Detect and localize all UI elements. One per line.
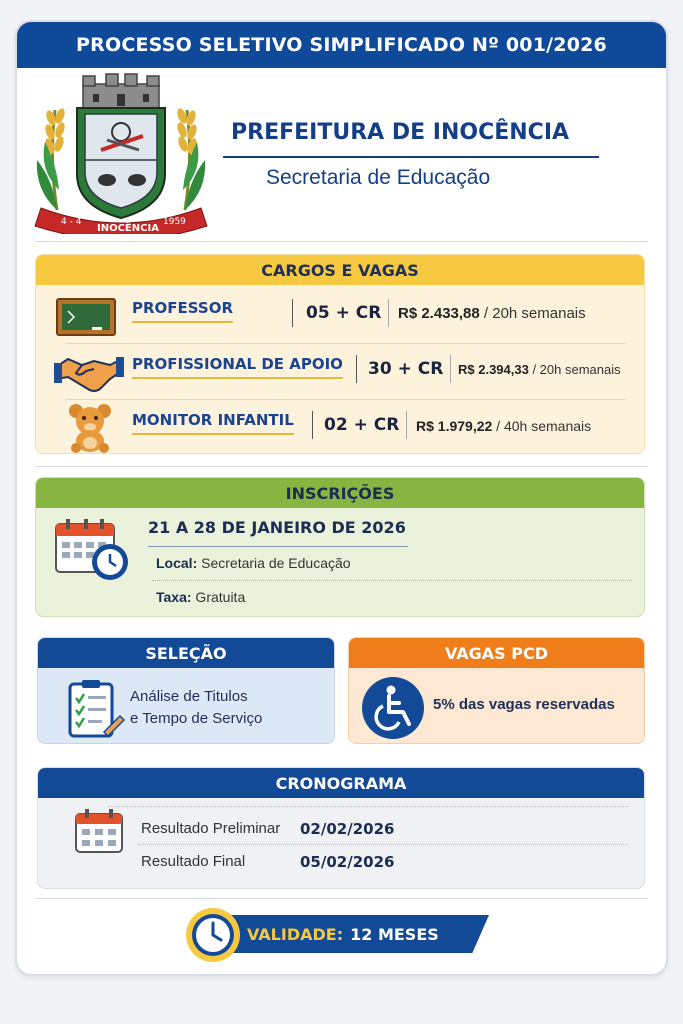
vertical-separator xyxy=(450,355,451,383)
header xyxy=(17,68,666,240)
municipal-crest xyxy=(27,70,215,234)
cargo-row xyxy=(36,347,644,397)
title-divider xyxy=(223,156,599,158)
inscricoes-local xyxy=(156,555,351,571)
cargos-heading: CARGOS E VAGAS xyxy=(36,255,644,285)
vertical-separator xyxy=(388,299,389,327)
selecao-criteria xyxy=(130,686,262,730)
inscricoes-dates: 21 A 28 DE JANEIRO DE 2026 xyxy=(148,518,406,537)
cargo-salario xyxy=(398,305,586,322)
wheat-right-icon xyxy=(176,107,206,210)
dotted-separator xyxy=(152,580,632,581)
taxa-value: Gratuita xyxy=(191,589,246,605)
inscricoes-heading: INSCRIÇÕES xyxy=(36,478,644,508)
salario-valor: R$ 2.433,88 xyxy=(398,305,480,322)
clock-icon xyxy=(185,907,241,963)
dotted-separator xyxy=(108,806,628,807)
divider xyxy=(35,241,648,242)
handshake-icon xyxy=(54,349,124,395)
salario-carga: / 20h semanais xyxy=(479,305,586,322)
cargo-name-text: MONITOR INFANTIL xyxy=(132,411,294,429)
pcd-section xyxy=(348,637,645,744)
local-label: Local: xyxy=(156,555,198,571)
divider xyxy=(35,898,648,899)
cronograma-label: Resultado Preliminar xyxy=(141,820,281,837)
cargo-salario xyxy=(416,418,591,434)
cronograma-date: 02/02/2026 xyxy=(300,820,395,838)
cargos-section xyxy=(35,254,645,454)
cargo-vagas: 30 + CR xyxy=(368,359,444,379)
salario-carga: / 40h semanais xyxy=(492,418,592,434)
row-separator xyxy=(66,399,626,400)
divider xyxy=(35,466,648,467)
cronograma-date: 05/02/2026 xyxy=(300,853,395,871)
date-underline xyxy=(148,546,408,547)
checklist-icon xyxy=(64,678,126,740)
teddy-bear-icon xyxy=(64,403,116,453)
vertical-separator xyxy=(356,355,357,383)
pcd-reserva: 5% das vagas reservadas xyxy=(433,696,615,713)
cargo-name xyxy=(132,411,294,429)
inscricoes-taxa xyxy=(156,589,245,605)
cronograma-section xyxy=(37,767,645,889)
validade-text xyxy=(247,915,439,953)
validade-badge xyxy=(181,907,501,963)
calendar-clock-icon xyxy=(54,518,130,582)
cargo-row xyxy=(36,403,644,453)
dotted-separator xyxy=(138,844,628,845)
flyer xyxy=(17,22,666,974)
salario-valor: R$ 2.394,33 xyxy=(458,362,529,377)
selecao-line: Análise de Titulos xyxy=(130,688,248,705)
calendar-icon xyxy=(74,808,126,856)
selecao-line: e Tempo de Serviço xyxy=(130,710,263,727)
inscricoes-section xyxy=(35,477,645,617)
validade-value: 12 MESES xyxy=(350,924,439,944)
vertical-separator xyxy=(406,411,407,439)
wheat-left-icon xyxy=(37,107,67,210)
row-separator xyxy=(66,343,626,344)
selecao-section xyxy=(37,637,335,744)
crest-ribbon-left: 4 - 4 xyxy=(61,217,82,227)
crest-ribbon-name: INOCÊNCIA xyxy=(97,223,159,234)
cargo-name xyxy=(132,299,233,317)
crest-ribbon-year: 1959 xyxy=(163,217,186,227)
cronograma-heading: CRONOGRAMA xyxy=(38,768,644,798)
cronograma-label: Resultado Final xyxy=(141,853,246,870)
vertical-separator xyxy=(312,411,313,439)
cargo-name xyxy=(132,355,343,373)
validade-label: VALIDADE: xyxy=(247,924,344,944)
crown-icon xyxy=(83,74,159,108)
chalkboard-icon xyxy=(56,297,116,339)
local-value: Secretaria de Educação xyxy=(197,555,351,571)
top-banner xyxy=(17,22,666,68)
prefeitura-title: PREFEITURA DE INOCÊNCIA xyxy=(231,120,570,145)
selecao-heading: SELEÇÃO xyxy=(38,638,334,668)
banner-title: PROCESSO SELETIVO SIMPLIFICADO Nº 001/2026 xyxy=(76,34,607,56)
salario-valor: R$ 1.979,22 xyxy=(416,418,493,434)
secretaria-subtitle: Secretaria de Educação xyxy=(266,166,491,189)
cargo-salario xyxy=(458,362,621,377)
salario-carga: / 20h semanais xyxy=(528,362,621,377)
pcd-heading: VAGAS PCD xyxy=(349,638,644,668)
wheelchair-icon xyxy=(361,676,425,740)
taxa-label: Taxa: xyxy=(156,589,192,605)
cargo-vagas: 02 + CR xyxy=(324,415,400,435)
cargo-vagas: 05 + CR xyxy=(306,303,382,323)
cargo-name-text: PROFESSOR xyxy=(132,299,234,317)
cargo-row xyxy=(36,291,644,341)
vertical-separator xyxy=(292,299,293,327)
cargo-name-text: PROFISSIONAL DE APOIO xyxy=(132,355,343,373)
